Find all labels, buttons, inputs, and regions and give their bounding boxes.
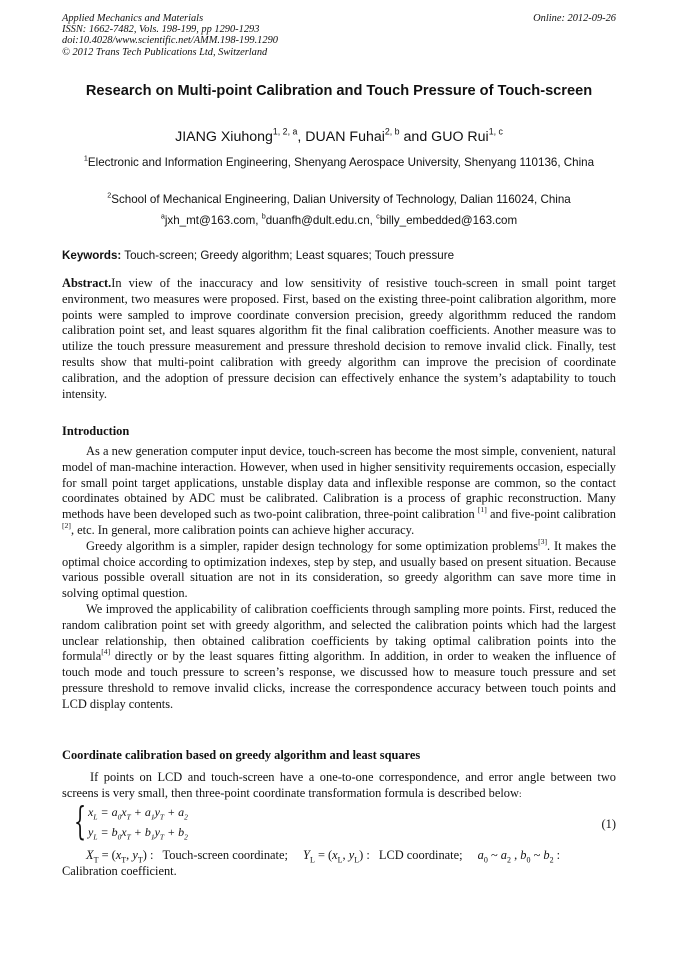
author-affiliation-mark: 1, 2, a	[272, 126, 298, 137]
author-name: DUAN Fuhai	[305, 129, 385, 145]
email-link[interactable]: jxh_mt@163.com,	[164, 214, 262, 227]
author-separator: ,	[297, 129, 306, 145]
paragraph-text: and five-point calibration	[486, 507, 616, 522]
affiliation-text: Electronic and Information Engineering, Shenyang Aerospace University, Shenyang 110136, China	[87, 156, 595, 169]
author-separator: and	[399, 129, 432, 145]
citation[interactable]: [4]	[101, 647, 111, 657]
email-link[interactable]: duanfh@dult.edu.cn,	[265, 214, 377, 227]
paragraph-text: directly or by the least squares fitting algorithm. In addition, in order to weaken the influence of touch mode and touch pressure to screen’s response, we discussed how to measure touch pressure and set pressure threshold to remove invalid clicks, increase the correspondence accuracy between touch points and LCD display contents.	[62, 649, 616, 711]
yl-symbol: $Y_L = (x_L$, $y_L$) :	[303, 848, 370, 865]
online-date: Online: 2012-09-26	[533, 13, 616, 24]
affiliation-text: School of Mechanical Engineering, Dalian University of Technology, Dalian 116024, China	[111, 193, 571, 206]
paragraph-text: We improved the applicability of calibration coefficients through sampling more points. First, reduced the random calibration point set with greedy algorithm, and selected the calibration points which had the largest unclear relationship, then obtained calibration coefficients by taking optimal calibration points into the formula	[62, 601, 616, 664]
xt-description: Touch-screen coordinate;	[162, 848, 288, 862]
affiliation-mark: 1	[83, 153, 88, 163]
keywords-text: Touch-screen; Greedy algorithm; Least squares; Touch pressure	[121, 249, 455, 262]
journal-info	[62, 13, 278, 58]
paragraph-text: If points on LCD and touch-screen have a one-to-one correspondence, and error angle between two screens is very small, then three-point coordinate transformation formula is described below	[62, 770, 616, 800]
citation[interactable]: [3]	[538, 537, 548, 547]
abstract	[62, 276, 616, 402]
introduction-body	[62, 444, 616, 713]
email-mark: c	[376, 211, 380, 221]
paragraph-text: , etc. In general, more calibration points can achieve higher accuracy.	[70, 522, 415, 537]
affiliation-mark: 2	[107, 190, 112, 200]
equation-line: $x_L = a_0x_T + a_1y_T + a_2$	[88, 805, 188, 822]
paragraph-text: As a new generation computer input device, touch-screen has become the most simple, convenient, natural model of man-machine interaction. However, when used in higher sensitivity requirements occasion, especially for small point target applications, unstable display data and inflexible response are common, so the contact coordinates obtained by ADC must be calibrated. Calibration is a process of graphic reconstruction. Many methods have been developed such as two-point calibration, three-point calibration	[62, 444, 616, 522]
journal-name: Applied Mechanics and Materials	[62, 13, 204, 24]
section-heading-coordinate-calibration: Coordinate calibration based on greedy algorithm and least squares	[62, 748, 421, 762]
equation-brace: {	[74, 799, 87, 843]
citation[interactable]: [2]	[62, 521, 71, 531]
affiliation-1	[62, 155, 616, 171]
email-link[interactable]: billy_embedded@163.com	[379, 214, 518, 227]
email-mark: a	[160, 211, 165, 221]
equation-1	[74, 799, 616, 845]
paragraph	[62, 444, 616, 539]
author-affiliation-mark: 2, b	[384, 126, 400, 137]
paragraph	[62, 770, 616, 803]
author-emails	[62, 213, 616, 229]
abstract-label: Abstract.	[62, 276, 112, 290]
paragraph-text: Greedy algorithm is a simpler, rapider design technology for some optimization problems	[86, 538, 539, 553]
citation[interactable]: [1]	[477, 505, 487, 515]
equation-line: $y_L = b_0x_T + b_1y_T + b_2$	[88, 825, 188, 842]
author-name: JIANG Xiuhong	[175, 129, 273, 145]
equation-number: (1)	[601, 817, 616, 831]
keywords-label: Keywords:	[62, 249, 122, 262]
copyright-line: © 2012 Trans Tech Publications Ltd, Switzerland	[62, 46, 268, 58]
author-affiliation-mark: 1, c	[488, 126, 503, 137]
xt-symbol: $X_T = (x_T$, $y_T$) :	[86, 848, 154, 865]
colon: :	[518, 788, 522, 799]
paper-title: Research on Multi-point Calibration and Touch Pressure of Touch-screen	[85, 83, 593, 99]
section-body	[62, 770, 616, 803]
paragraph	[62, 539, 616, 602]
author-list	[62, 128, 616, 146]
author-name: GUO Rui	[431, 129, 489, 145]
yl-description: LCD coordinate;	[378, 848, 463, 862]
affiliation-2	[62, 192, 616, 208]
calibration-coefficient-label: Calibration coefficient.	[62, 864, 177, 878]
coefficient-symbols: $a_0$ ~ $a_2$ , $b_0$ ~ $b_2$ :	[477, 848, 561, 865]
paragraph	[62, 602, 616, 713]
paragraph-text: . It makes the optimal choice according to optimization indexes, step by step, and usually based on present situation. Because various possible overall situation are not in its consideration, so greedy algorithm can save more time in solving optimal question.	[62, 538, 616, 601]
issn-line: ISSN: 1662-7482, Vols. 198-199, pp 1290-1293	[62, 24, 260, 36]
keywords	[62, 248, 616, 263]
introduction-heading: Introduction	[62, 424, 130, 438]
abstract-text: In view of the inaccuracy and low sensitivity of resistive touch-screen in small point target environment, two measures were proposed. First, based on the existing three-point calibration algorithm, more points were sampled to improve coordinate conversion precision, greedy algorithmm reduced the random calibration point set, and least squares algorithm fit the final calibration coefficients. Another measure was to utilize the touch pressure measurement and pressure threshold decision to remove invalid click. Finally, test results show that multi-point calibration with greedy algorithm can improve the precision of coordinate calibration, and the adoption of pressure decision can effectively enhance the system’s adaptability to touch intensity.	[62, 276, 616, 401]
email-mark: b	[261, 211, 266, 221]
doi-line: doi:10.4028/www.scientific.net/AMM.198-199.1290	[62, 35, 278, 47]
